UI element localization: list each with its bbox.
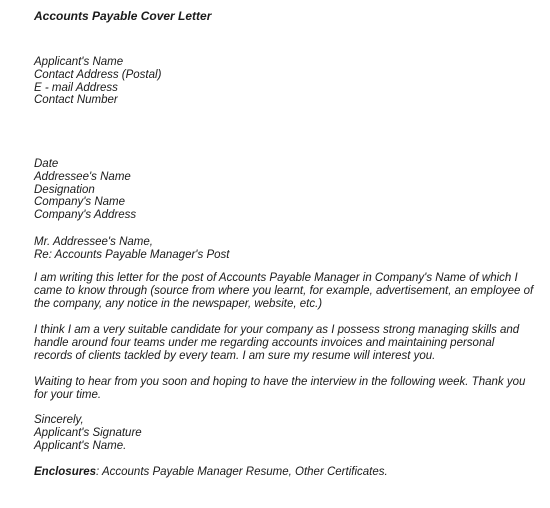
body-paragraph-3 — [34, 376, 534, 402]
paragraph-line: the company, any notice in the newspaper, website, etc.) — [34, 297, 323, 310]
sign-off: Sincerely, — [34, 414, 84, 426]
subject-line: Re: Accounts Payable Manager's Post — [34, 248, 230, 261]
paragraph-line: came to know through (source from where you learnt, for example, advertisement, an employee of — [34, 284, 534, 297]
enclosures-text: : Accounts Payable Manager Resume, Other Certificates. — [96, 466, 388, 478]
letter-date: Date — [34, 158, 59, 170]
document-title: Accounts Payable Cover Letter — [34, 9, 212, 23]
company-name: Company's Name — [34, 196, 126, 209]
signature-line: Applicant's Signature — [34, 426, 142, 439]
applicant-contact-block — [34, 56, 534, 107]
body-paragraph-1 — [34, 272, 534, 310]
applicant-phone: Contact Number — [34, 94, 118, 107]
salutation-line: Mr. Addressee's Name, — [34, 236, 153, 248]
closing-block — [34, 414, 534, 452]
paragraph-line: for your time. — [34, 388, 102, 401]
paragraph-line: records of clients tackled by every team. I am sure my resume will interest you. — [34, 349, 436, 362]
enclosures-line — [34, 466, 534, 479]
paragraph-line: handle around four teams under me regarding accounts invoices and maintaining personal — [34, 336, 495, 349]
company-address: Company's Address — [34, 209, 137, 222]
applicant-email: E - mail Address — [34, 81, 118, 94]
applicant-address: Contact Address (Postal) — [34, 68, 162, 81]
salutation-block — [34, 236, 534, 262]
paragraph-line: I think I am a very suitable candidate for your company as I possess strong managing skills and — [34, 324, 520, 336]
addressee-name: Addressee's Name — [34, 170, 131, 183]
addressee-designation: Designation — [34, 183, 95, 196]
paragraph-line: I am writing this letter for the post of Accounts Payable Manager in Company's Name of which I — [34, 272, 518, 284]
applicant-name: Applicant's Name — [34, 56, 124, 68]
body-paragraph-2 — [34, 324, 534, 362]
recipient-block — [34, 158, 534, 222]
enclosures-label: Enclosures — [34, 466, 96, 478]
applicant-name-closing: Applicant's Name. — [34, 439, 127, 452]
paragraph-line: Waiting to hear from you soon and hoping to have the interview in the following week. Thank you — [34, 376, 526, 388]
